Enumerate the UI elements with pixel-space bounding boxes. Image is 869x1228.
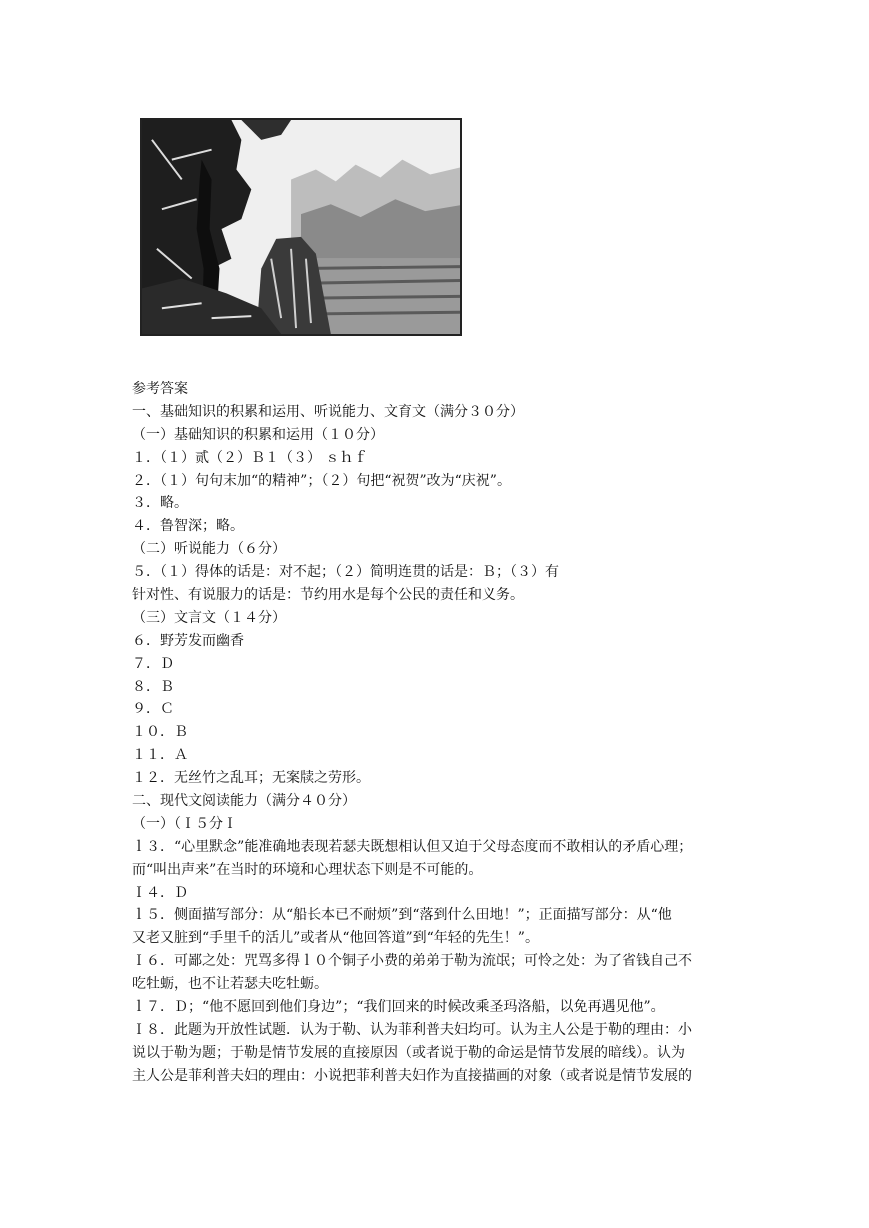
text-line: 说以于勒为题；于勒是情节发展的直接原因（或者说于勒的命运是情节发展的暗线）。认为	[132, 1044, 685, 1061]
text-line: ６．野芳发而幽香	[132, 632, 244, 649]
text-line: 而“叫出声来”在当时的环境和心理状态下则是不可能的。	[132, 861, 483, 878]
text-line: Ｉ８．此题为开放性试题．认为于勒、认为菲利普夫妇均可。认为主人公是于勒的理由：小	[132, 1021, 692, 1038]
text-line: ｌ７．Ｄ；“他不愿回到他们身边”；“我们回来的时候改乘圣玛洛船，以免再遇见他”。	[132, 999, 665, 1016]
text-line: 吃牡蛎，也不让若瑟夫吃牡蛎。	[132, 976, 328, 993]
text-line: 一、基础知识的积累和运用、听说能力、文育文（满分３０分）	[132, 403, 524, 420]
text-line: ２．（１）句句末加“的精神”；（２）句把“祝贺”改为“庆祝”。	[132, 472, 511, 489]
text-line: ｌ５．侧面描写部分：从“船长本已不耐烦”到“落到什么田地！”；正面描写部分：从“他	[132, 907, 672, 924]
landscape-ink-illustration-icon	[142, 120, 460, 334]
text-line: 二、现代文阅读能力（满分４０分）	[132, 793, 356, 810]
text-line: １１．Ａ	[132, 747, 188, 764]
text-line: １０．Ｂ	[132, 724, 188, 741]
text-line: Ｉ６．可鄙之处：咒骂多得ｌ０个铜子小费的弟弟于勒为流氓；可怜之处：为了省钱自己不	[132, 953, 692, 970]
text-line: １．（１）贰（２）Ｂ１（３） ｓｈｆ	[132, 449, 368, 466]
text-line: ９．Ｃ	[132, 701, 174, 718]
answer-text-block	[132, 378, 742, 1088]
landscape-illustration	[140, 118, 462, 336]
text-line: ７．Ｄ	[132, 655, 174, 672]
text-line: ３．略。	[132, 495, 188, 512]
text-line: （二）听说能力（６分）	[132, 541, 286, 558]
text-line: 主人公是菲利普夫妇的理由：小说把菲利普夫妇作为直接描画的对象（或者说是情节发展的	[132, 1067, 692, 1084]
text-line: ５．（１）得体的话是：对不起；（２）简明连贯的话是：Ｂ；（３）有	[132, 564, 559, 581]
text-line: 针对性、有说服力的话是：节约用水是每个公民的责任和义务。	[132, 587, 524, 604]
text-line: （一）基础知识的积累和运用（１０分）	[132, 426, 384, 443]
text-line: 又老又脏到“手里千的活儿”或者从“他回答道”到“年轻的先生！”。	[132, 930, 539, 947]
text-line: ４．鲁智深；略。	[132, 518, 244, 535]
text-line: （一）（Ｉ５分Ｉ	[132, 815, 237, 832]
text-line: （三）文言文（１４分）	[132, 609, 286, 626]
text-line: １２．无丝竹之乱耳；无案牍之劳形。	[132, 770, 370, 787]
text-line: Ｉ４．Ｄ	[132, 884, 188, 901]
text-line: ８．Ｂ	[132, 678, 174, 695]
text-line: 参考答案	[132, 381, 188, 397]
text-line: ｌ３．“心里默念”能准确地表现若瑟夫既想相认但又迫于父母态度而不敢相认的矛盾心理；	[132, 838, 693, 855]
